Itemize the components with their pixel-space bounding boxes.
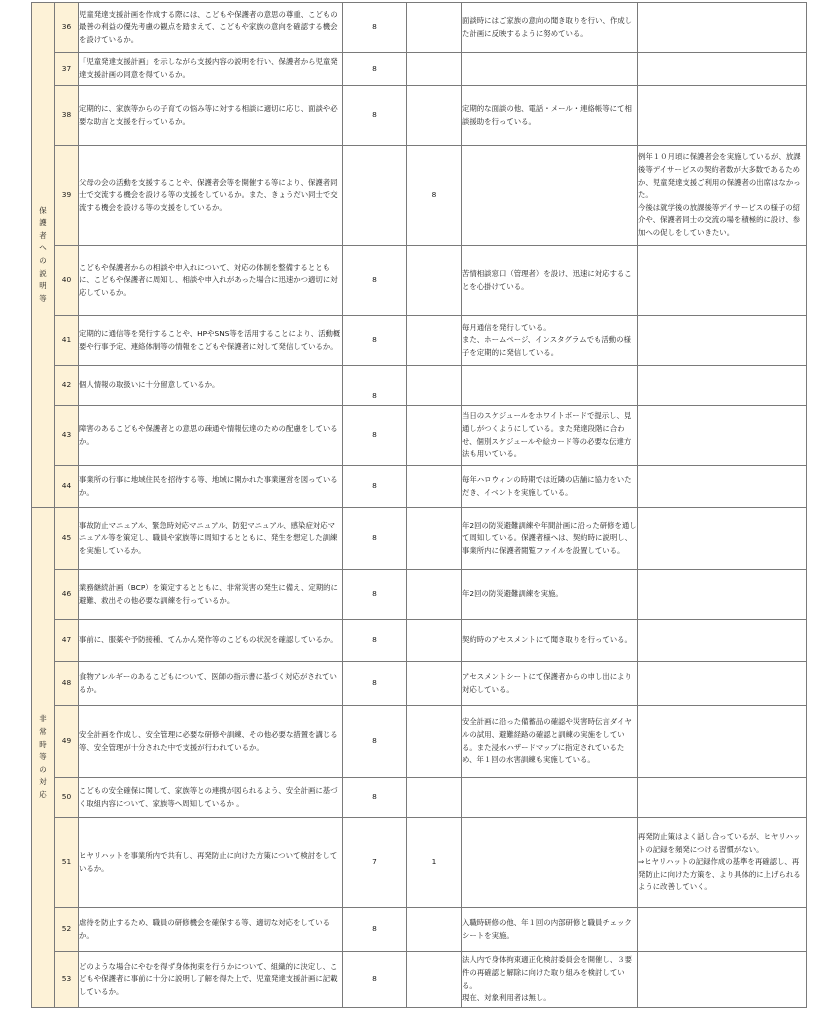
improvement-text <box>638 86 807 146</box>
item-number: 42 <box>55 366 79 406</box>
evaluation-table-body <box>32 3 807 1008</box>
table-row <box>32 662 807 706</box>
approach-text: 法人内で身体拘束適正化検討委員会を開催し、３要件の再確認と解除に向けた取り組みを検討している。 現在、対象利用者は無し。 <box>462 952 638 1008</box>
improvement-text <box>638 778 807 818</box>
approach-text: アセスメントシートにて保護者からの申し出により対応している。 <box>462 662 638 706</box>
improvement-text <box>638 952 807 1008</box>
item-number: 50 <box>55 778 79 818</box>
no-count <box>407 406 462 466</box>
improvement-text <box>638 662 807 706</box>
yes-count: 8 <box>343 778 407 818</box>
item-text: 父母の会の活動を支援することや、保護者会等を開催する等により、保護者同士で交流する機会を設ける等の支援をしているか。また、きょうだい同士で交流する機会を設ける等の支援をしているか。 <box>79 146 343 246</box>
table-row <box>32 952 807 1008</box>
category-cell <box>32 3 55 508</box>
item-text: 業務継続計画（BCP）を策定するとともに、非常災害の発生に備え、定期的に避難、救出その他必要な訓練を行っているか。 <box>79 570 343 620</box>
yes-count: 8 <box>343 952 407 1008</box>
no-count <box>407 908 462 952</box>
evaluation-table <box>31 2 807 1008</box>
table-row <box>32 818 807 908</box>
item-number: 48 <box>55 662 79 706</box>
item-number: 41 <box>55 316 79 366</box>
yes-count: 8 <box>343 406 407 466</box>
approach-text <box>462 366 638 406</box>
improvement-text <box>638 53 807 86</box>
approach-text: 年2回の防災避難訓練や年間計画に沿った研修を通して周知している。保護者様へは、契約時に説明し、事業所内に保護者閲覧ファイルを設置している。 <box>462 508 638 570</box>
no-count <box>407 620 462 662</box>
category-label: 非常時等の対応 <box>39 714 47 799</box>
item-number: 39 <box>55 146 79 246</box>
no-count <box>407 706 462 778</box>
item-text: 定期的に、家族等からの子育ての悩み等に対する相談に適切に応じ、面談や必要な助言と支援を行っているか。 <box>79 86 343 146</box>
item-text: 食物アレルギーのあるこどもについて、医師の指示書に基づく対応がされているか。 <box>79 662 343 706</box>
table-row <box>32 146 807 246</box>
yes-count: 8 <box>343 620 407 662</box>
yes-count: 8 <box>343 508 407 570</box>
category-label: 保護者への説明等 <box>39 205 47 303</box>
item-text: 「児童発達支援計画」を示しながら支援内容の説明を行い、保護者から児童発達支援計画の同意を得ているか。 <box>79 53 343 86</box>
item-text: こどもの安全確保に関して、家族等との連携が図られるよう、安全計画に基づく取組内容について、家族等へ周知しているか 。 <box>79 778 343 818</box>
item-text: 安全計画を作成し、安全管理に必要な研修や訓練、その他必要な措置を講じる等、安全管理が十分された中で支援が行われているか。 <box>79 706 343 778</box>
improvement-text <box>638 908 807 952</box>
item-number: 43 <box>55 406 79 466</box>
improvement-text <box>638 3 807 53</box>
no-count <box>407 316 462 366</box>
no-count <box>407 3 462 53</box>
no-count <box>407 366 462 406</box>
improvement-text: 再発防止策はよく話し合っているが、ヒヤリハットの記録を頻発につける習慣がない。 ⇒ヒヤリハットの記録作成の基準を再確認し、再発防止に向けた方策を、より具体的に上げられるように改善していく。 <box>638 818 807 908</box>
table-row <box>32 778 807 818</box>
table-row <box>32 316 807 366</box>
table-row <box>32 620 807 662</box>
no-count: 1 <box>407 818 462 908</box>
item-text: 児童発達支援計画を作成する際には、こどもや保護者の意思の尊重、こどもの最善の利益の優先考慮の観点を踏まえて、こどもや家族の意向を確認する機会を設けているか。 <box>79 3 343 53</box>
improvement-text <box>638 620 807 662</box>
approach-text: 入職時研修の他、年１回の内部研修と職員チェックシートを実施。 <box>462 908 638 952</box>
approach-text <box>462 778 638 818</box>
approach-text: 契約時のアセスメントにて聞き取りを行っている。 <box>462 620 638 662</box>
no-count <box>407 246 462 316</box>
approach-text <box>462 818 638 908</box>
item-text: こどもや保護者からの相談や申入れについて、対応の体制を整備するとともに、こどもや保護者に周知し、相談や申入れがあった場合に迅速かつ適切に対応しているか。 <box>79 246 343 316</box>
table-row <box>32 908 807 952</box>
item-number: 53 <box>55 952 79 1008</box>
table-row <box>32 466 807 508</box>
no-count <box>407 778 462 818</box>
item-number: 37 <box>55 53 79 86</box>
improvement-text <box>638 466 807 508</box>
no-count <box>407 508 462 570</box>
approach-text: 当日のスケジュールをホワイトボードで提示し、見通しがつくようにしている。また発達段階に合わせ、個別スケジュールや絵カード等の必要な伝達方法も用いている。 <box>462 406 638 466</box>
yes-count: 8 <box>343 316 407 366</box>
item-text: 事前に、服薬や予防接種、てんかん発作等のこどもの状況を確認しているか。 <box>79 620 343 662</box>
no-count <box>407 466 462 508</box>
improvement-text <box>638 316 807 366</box>
no-count <box>407 86 462 146</box>
approach-text: 年2回の防災避難訓練を実施。 <box>462 570 638 620</box>
improvement-text <box>638 366 807 406</box>
table-row <box>32 366 807 406</box>
yes-count <box>343 146 407 246</box>
table-row <box>32 706 807 778</box>
improvement-text <box>638 406 807 466</box>
item-text: 障害のあるこどもや保護者との意思の疎通や情報伝達のための配慮をしているか。 <box>79 406 343 466</box>
yes-count: 8 <box>343 706 407 778</box>
table-row <box>32 53 807 86</box>
item-number: 36 <box>55 3 79 53</box>
yes-count: 8 <box>343 466 407 508</box>
item-number: 47 <box>55 620 79 662</box>
item-text: 虐待を防止するため、職員の研修機会を確保する等、適切な対応をしているか。 <box>79 908 343 952</box>
yes-count: 8 <box>343 3 407 53</box>
improvement-text <box>638 570 807 620</box>
approach-text: 安全計画に沿った備蓄品の確認や災害時伝言ダイヤルの試用、避難経路の確認と訓練の実施をしている。また浸水ハザードマップに指定されているため、年１回の水害訓練も実施している。 <box>462 706 638 778</box>
approach-text <box>462 146 638 246</box>
item-number: 40 <box>55 246 79 316</box>
item-number: 45 <box>55 508 79 570</box>
item-text: 事業所の行事に地域住民を招待する等、地域に開かれた事業運営を図っているか。 <box>79 466 343 508</box>
item-text: 定期的に通信等を発行することや、HPやSNS等を活用することにより、活動概要や行事予定、連絡体制等の情報をこどもや保護者に対して発信しているか。 <box>79 316 343 366</box>
approach-text <box>462 53 638 86</box>
yes-count: 7 <box>343 818 407 908</box>
approach-text: 定期的な面談の他、電話・メール・連絡帳等にて相談援助を行っている。 <box>462 86 638 146</box>
table-row <box>32 570 807 620</box>
item-number: 49 <box>55 706 79 778</box>
approach-text: 毎年ハロウィンの時期では近隣の店舗に協力をいただき、イベントを実施している。 <box>462 466 638 508</box>
yes-count: 8 <box>343 366 407 406</box>
table-row <box>32 86 807 146</box>
item-text: ヒヤリハットを事業所内で共有し、再発防止に向けた方策について検討をしているか。 <box>79 818 343 908</box>
table-row <box>32 3 807 53</box>
no-count <box>407 53 462 86</box>
item-number: 52 <box>55 908 79 952</box>
table-row <box>32 406 807 466</box>
item-text: 個人情報の取扱いに十分留意しているか。 <box>79 366 343 406</box>
table-row <box>32 508 807 570</box>
table-row <box>32 246 807 316</box>
yes-count: 8 <box>343 86 407 146</box>
no-count <box>407 570 462 620</box>
improvement-text <box>638 706 807 778</box>
approach-text: 苦情相談窓口（管理者）を設け、迅速に対応することを心掛けている。 <box>462 246 638 316</box>
improvement-text <box>638 246 807 316</box>
yes-count: 8 <box>343 908 407 952</box>
no-count: 8 <box>407 146 462 246</box>
improvement-text <box>638 508 807 570</box>
item-number: 51 <box>55 818 79 908</box>
item-number: 46 <box>55 570 79 620</box>
yes-count: 8 <box>343 246 407 316</box>
approach-text: 面談時にはご家族の意向の聞き取りを行い、作成した計画に反映するように努めている。 <box>462 3 638 53</box>
item-text: 事故防止マニュアル、緊急時対応マニュアル、防犯マニュアル、感染症対応マニュアル等を策定し、職員や家族等に周知するとともに、発生を想定した訓練を実施しているか。 <box>79 508 343 570</box>
no-count <box>407 662 462 706</box>
item-text: どのような場合にやむを得ず身体拘束を行うかについて、組織的に決定し、こどもや保護者に事前に十分に説明し了解を得た上で、児童発達支援計画に記載しているか。 <box>79 952 343 1008</box>
item-number: 44 <box>55 466 79 508</box>
category-cell <box>32 508 55 1008</box>
yes-count: 8 <box>343 570 407 620</box>
no-count <box>407 952 462 1008</box>
improvement-text: 例年１０月頃に保護者会を実施しているが、放課後等デイサービスの契約者数が大多数であるためか、児童発達支援ご利用の保護者の出席はなかった。 今後は就学後の放課後等デイサービスの様子の紹介や、保護者同士の交流の場を積極的に設け、参加への促しをしていきたい。 <box>638 146 807 246</box>
approach-text: 毎月通信を発行している。 また、ホームページ、インスタグラムでも活動の様子を定期的に発信している。 <box>462 316 638 366</box>
item-number: 38 <box>55 86 79 146</box>
yes-count: 8 <box>343 53 407 86</box>
yes-count: 8 <box>343 662 407 706</box>
